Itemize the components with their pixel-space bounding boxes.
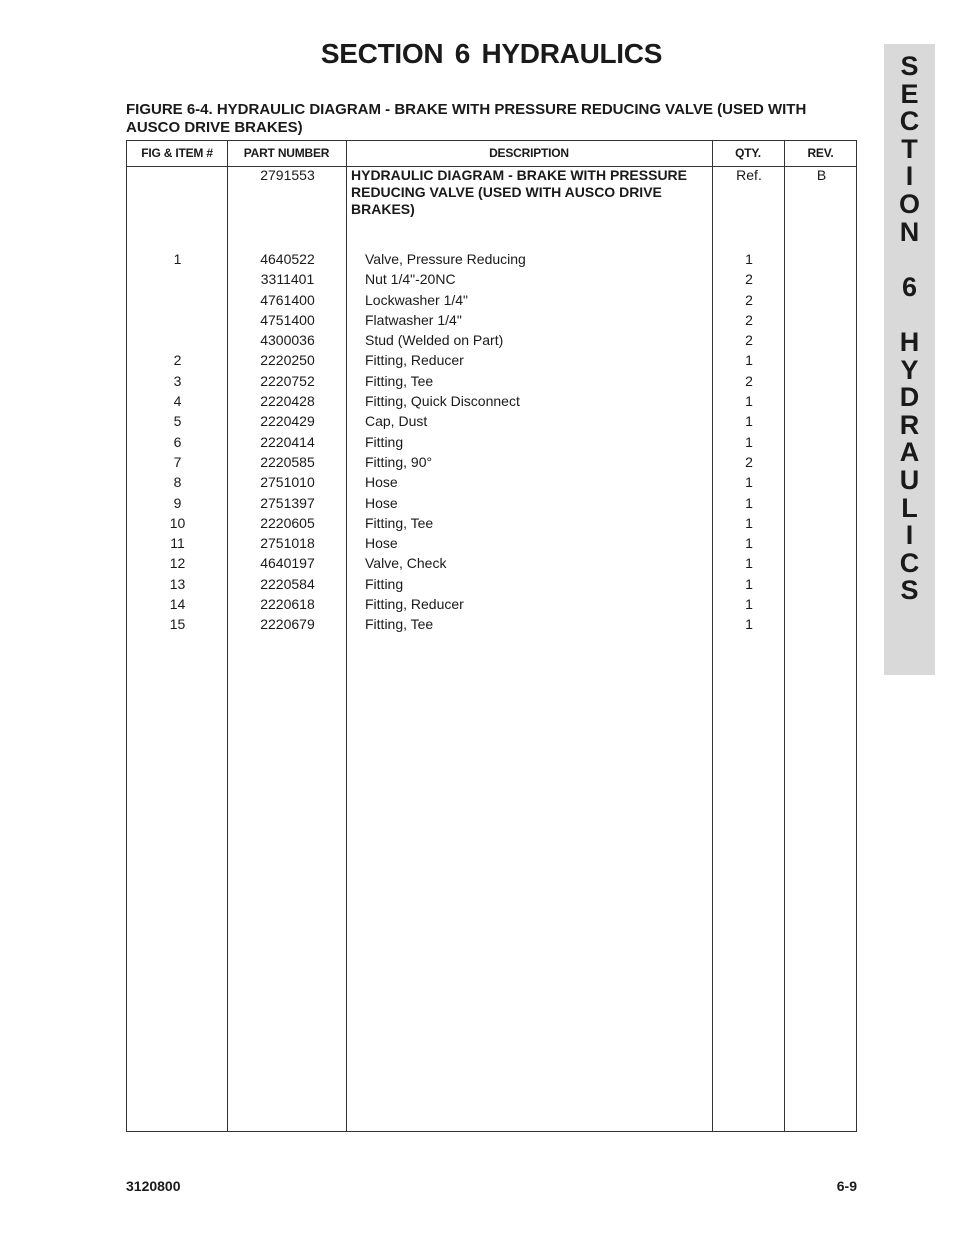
table-row xyxy=(127,432,856,452)
section-title: SECTION 6 HYDRAULICS xyxy=(320,38,663,69)
qty-cell: 2 xyxy=(745,453,753,470)
part-number-cell: 4761400 xyxy=(260,291,315,308)
description-cell: Fitting, Tee xyxy=(365,616,434,633)
qty-cell: 1 xyxy=(745,535,753,552)
fig-item-cell: 14 xyxy=(169,596,186,613)
table-row xyxy=(127,553,856,573)
description-cell: Hose xyxy=(365,474,398,491)
fig-item-cell: 11 xyxy=(170,535,185,552)
part-number-cell: 4751400 xyxy=(260,311,315,328)
fig-item-cell: 2 xyxy=(173,352,182,369)
qty-cell: 1 xyxy=(745,575,753,592)
assembly-rev: B xyxy=(816,167,827,183)
side-tab-letter: H xyxy=(899,326,920,357)
qty-cell: 1 xyxy=(745,352,753,369)
description-cell: Cap, Dust xyxy=(365,413,428,430)
side-tab-letters xyxy=(884,53,935,605)
part-number-cell: 2220428 xyxy=(260,393,315,410)
side-tab-letter: 6 xyxy=(901,271,918,302)
description-cell: Valve, Pressure Reducing xyxy=(365,251,526,267)
qty-cell: 1 xyxy=(745,514,753,531)
qty-cell: 1 xyxy=(745,616,753,633)
table-row xyxy=(127,269,856,289)
part-number-cell: 2220752 xyxy=(260,372,315,389)
table-row xyxy=(127,614,856,634)
header-part-number: PART NUMBER xyxy=(243,146,330,160)
qty-cell: 2 xyxy=(745,271,753,288)
qty-cell: 1 xyxy=(745,433,753,450)
fig-item-cell: 1 xyxy=(173,251,182,267)
table-row xyxy=(127,574,856,594)
side-tab-letter: D xyxy=(899,382,920,413)
description-cell: Stud (Welded on Part) xyxy=(365,332,504,349)
description-cell: Fitting, Tee xyxy=(365,514,434,531)
qty-cell: 2 xyxy=(745,291,753,308)
side-tab-letter: I xyxy=(905,161,914,192)
side-tab-letter: C xyxy=(899,106,920,137)
figure-title: FIGURE 6-4. HYDRAULIC DIAGRAM - BRAKE WITH PRESSURE REDUCING VALVE (USED WITH AUSCO DRIVE BRAKES) xyxy=(126,101,807,136)
description-cell: Lockwasher 1/4" xyxy=(365,291,469,308)
document-number: 3120800 xyxy=(126,1178,181,1194)
page-number: 6-9 xyxy=(836,1178,857,1194)
side-tab-letter: N xyxy=(899,216,920,247)
assembly-qty: Ref. xyxy=(736,167,762,183)
table-row xyxy=(127,350,856,370)
part-number-cell: 2220618 xyxy=(260,596,315,613)
table-row xyxy=(127,533,856,553)
assembly-part-number: 2791553 xyxy=(260,167,315,183)
qty-cell: 2 xyxy=(745,332,753,349)
side-tab-letter: A xyxy=(899,437,920,468)
fig-item-cell: 13 xyxy=(169,575,186,592)
side-tab-letter: L xyxy=(901,492,918,523)
qty-cell: 2 xyxy=(745,311,753,328)
description-cell: Hose xyxy=(365,535,398,552)
part-number-cell: 2220584 xyxy=(260,575,315,592)
qty-cell: 1 xyxy=(745,413,753,430)
fig-item-cell: 12 xyxy=(169,555,186,572)
fig-item-cell: 10 xyxy=(169,514,186,531)
description-cell: Fitting, Tee xyxy=(365,372,434,389)
description-cell: Fitting, Quick Disconnect xyxy=(365,393,520,410)
table-row xyxy=(127,594,856,614)
fig-item-cell: 4 xyxy=(173,393,182,410)
part-number-cell: 2220250 xyxy=(260,352,315,369)
qty-cell: 2 xyxy=(745,372,753,389)
part-number-cell: 2751010 xyxy=(260,474,315,491)
table-row xyxy=(127,249,856,269)
part-number-cell: 2220679 xyxy=(260,616,315,633)
table-row xyxy=(127,493,856,513)
qty-cell: 1 xyxy=(745,494,753,511)
table-row xyxy=(127,330,856,350)
qty-cell: 1 xyxy=(745,251,753,267)
fig-item-cell: 9 xyxy=(173,494,182,511)
description-cell: Valve, Check xyxy=(365,555,447,572)
part-number-cell: 2220585 xyxy=(260,453,315,470)
description-cell: Nut 1/4"-20NC xyxy=(365,271,456,288)
fig-item-cell: 15 xyxy=(169,616,186,633)
fig-item-cell: 5 xyxy=(173,413,182,430)
side-tab-letter: R xyxy=(899,409,920,440)
description-cell: Fitting, Reducer xyxy=(365,352,464,369)
qty-cell: 1 xyxy=(745,474,753,491)
description-cell: Flatwasher 1/4" xyxy=(365,311,462,328)
side-tab-letter xyxy=(884,246,935,274)
part-number-cell: 2220414 xyxy=(260,433,315,450)
description-cell: Fitting, Reducer xyxy=(365,596,464,613)
parts-rows xyxy=(127,249,856,635)
part-number-cell: 4640197 xyxy=(260,555,315,572)
part-number-cell: 2220605 xyxy=(260,514,315,531)
side-tab-letter: C xyxy=(899,547,920,578)
side-tab-letter: S xyxy=(900,51,919,81)
side-tab-letter: U xyxy=(899,464,920,495)
side-tab-letter: Y xyxy=(900,354,919,385)
assembly-description: HYDRAULIC DIAGRAM - BRAKE WITH PRESSURE REDUCING VALVE (USED WITH AUSCO DRIVE BRAKES) xyxy=(351,167,687,217)
part-number-cell: 2751018 xyxy=(260,535,315,552)
side-tab-letter: E xyxy=(900,78,919,109)
table-row xyxy=(127,310,856,330)
qty-cell: 1 xyxy=(745,393,753,410)
fig-item-cell: 7 xyxy=(173,453,182,470)
part-number-cell: 4300036 xyxy=(260,332,315,349)
fig-item-cell: 8 xyxy=(173,474,182,491)
table-body xyxy=(127,167,856,635)
description-cell: Hose xyxy=(365,494,398,511)
table-row xyxy=(127,452,856,472)
fig-item-cell: 3 xyxy=(173,372,182,389)
table-row xyxy=(127,290,856,310)
table-row xyxy=(127,472,856,492)
section-side-tab xyxy=(884,44,935,675)
qty-cell: 1 xyxy=(745,596,753,613)
description-cell: Fitting xyxy=(365,433,404,450)
part-number-cell: 2751397 xyxy=(260,494,315,511)
parts-table xyxy=(126,140,857,1132)
side-tab-letter: S xyxy=(900,575,919,606)
part-number-cell: 2220429 xyxy=(260,413,315,430)
header-rev: REV. xyxy=(807,146,834,160)
table-row xyxy=(127,513,856,533)
header-fig-item: FIG & ITEM # xyxy=(141,146,213,160)
side-tab-letter xyxy=(884,301,935,329)
side-tab-letter: I xyxy=(905,520,914,551)
part-number-cell: 4640522 xyxy=(260,251,315,267)
fig-item-cell: 6 xyxy=(173,433,182,450)
side-tab-letter: T xyxy=(901,133,918,164)
table-row xyxy=(127,391,856,411)
qty-cell: 1 xyxy=(745,555,753,572)
header-description: DESCRIPTION xyxy=(489,146,569,160)
table-row xyxy=(127,371,856,391)
side-tab-letter: O xyxy=(898,188,920,219)
description-cell: Fitting xyxy=(365,575,404,592)
assembly-title-row xyxy=(127,167,856,249)
part-number-cell: 3311401 xyxy=(260,271,315,288)
header-qty: QTY. xyxy=(735,146,761,160)
description-cell: Fitting, 90° xyxy=(365,453,433,470)
table-row xyxy=(127,411,856,431)
